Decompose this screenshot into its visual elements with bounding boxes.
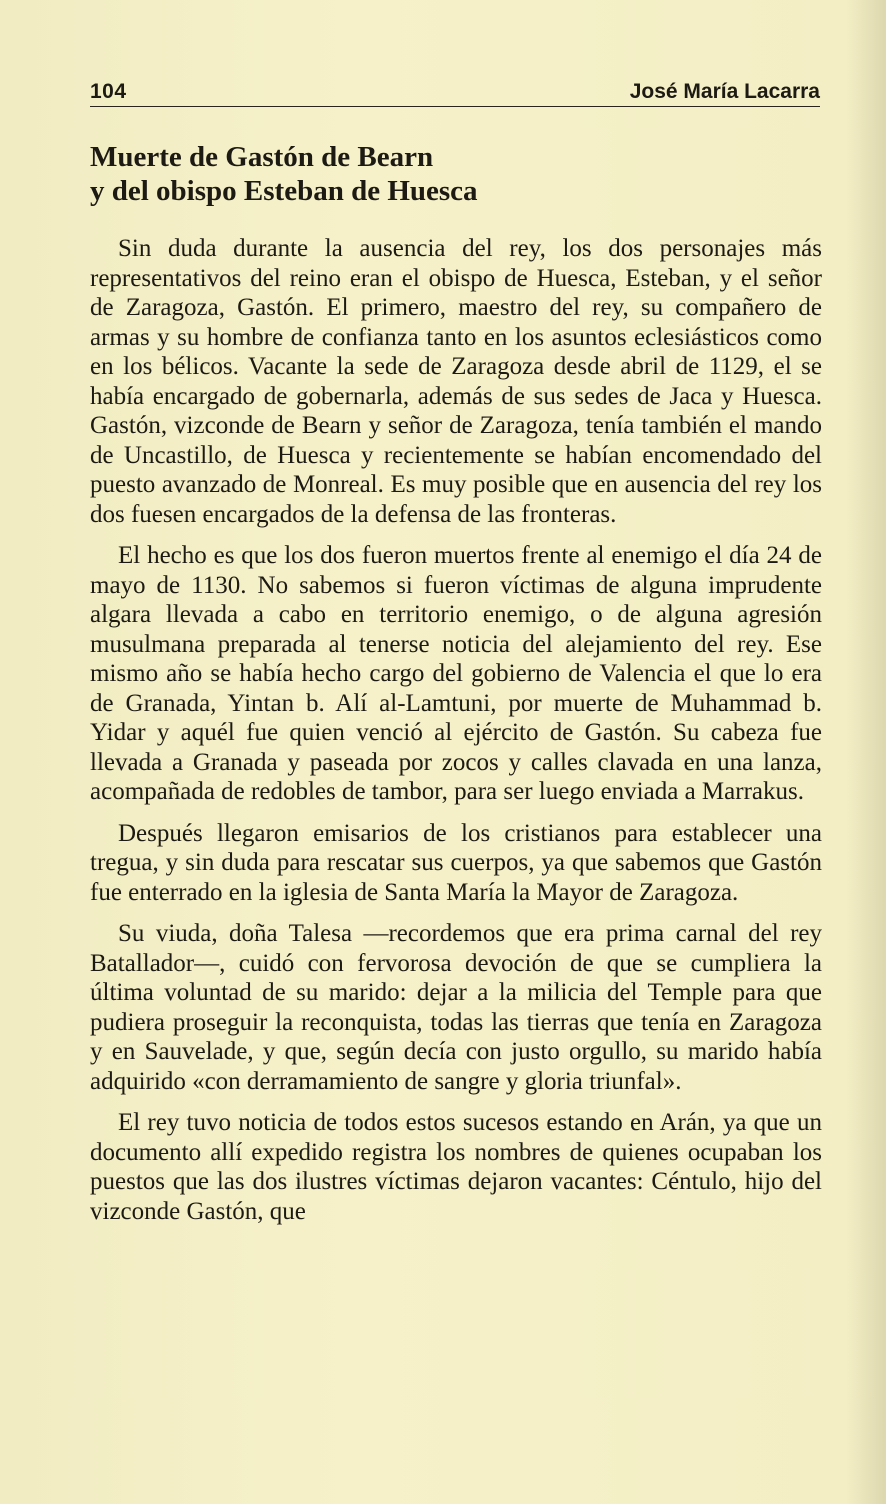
paragraph-5: El rey tuvo noticia de todos estos sucesos estando en Arán, ya que un documento allí expedido registra los nombres de quienes ocupaban los puestos que las dos ilustres víctimas dejaron vacantes: Céntulo, hijo del vizconde Gastón, que xyxy=(90,1109,822,1225)
paragraph-1: Sin duda durante la ausencia del rey, los dos personajes más representativos del reino eran el obispo de Huesca, Esteban, y el señor de Zaragoza, Gastón. El primero, maestro del rey, su compañero de armas y su hombre de confianza tanto en los asuntos eclesiásticos como en los bélicos. Vacante la sede de Zaragoza desde abril de 1129, el se había encargado de gobernarla, además de sus sedes de Jaca y Huesca. Gastón, vizconde de Bearn y señor de Zaragoza, tenía también el mando de Uncastillo, de Huesca y recientemente se habían encomendado del puesto avanzado de Monreal. Es muy posible que en ausencia del rey los dos fuesen encargados de la defensa de las fronteras. xyxy=(90,235,822,528)
running-head-author: José María Lacarra xyxy=(629,80,820,103)
section-title-line-2: y del obispo Esteban de Huesca xyxy=(90,175,478,207)
paragraph-2: El hecho es que los dos fueron muertos frente al enemigo el día 24 de mayo de 1130. No sabemos si fueron víctimas de alguna imprudente algara llevada a cabo en territorio enemigo, o de alguna agresión musulmana preparada al tenerse noticia del alejamiento del rey. Ese mismo año se había hecho cargo del gobierno de Valencia el que lo era de Granada, Yintan b. Alí al-Lamtuni, por muerte de Muhammad b. Yidar y aquél fue quien venció al ejército de Gastón. Su cabeza fue llevada a Granada y paseada por zocos y calles clavada en una lanza, acompañada de redobles de tambor, para ser luego enviada a Marrakus. xyxy=(90,542,822,805)
paragraph-4: Su viuda, doña Talesa —recordemos que era prima carnal del rey Batallador—, cuidó con fervorosa devoción de que se cumpliera la última voluntad de su marido: dejar a la milicia del Temple para que pudiera proseguir la reconquista, todas las tierras que tenía en Zaragoza y en Sauvelade, y que, según decía con justo orgullo, su marido había adquirido «con derramamiento de sangre y gloria triunfal». xyxy=(90,920,822,1095)
section-title-line-1: Muerte de Gastón de Bearn xyxy=(90,141,434,173)
paragraph-3: Después llegaron emisarios de los cristianos para establecer una tregua, y sin duda para rescatar sus cuerpos, ya que sabemos que Gastón fue enterrado en la iglesia de Santa María la Mayor de Zaragoza. xyxy=(90,819,822,906)
body-text xyxy=(90,234,822,1232)
page-number: 104 xyxy=(90,80,127,103)
page-gutter-shadow xyxy=(846,0,886,1504)
running-head xyxy=(90,78,820,107)
section-title xyxy=(90,140,820,208)
